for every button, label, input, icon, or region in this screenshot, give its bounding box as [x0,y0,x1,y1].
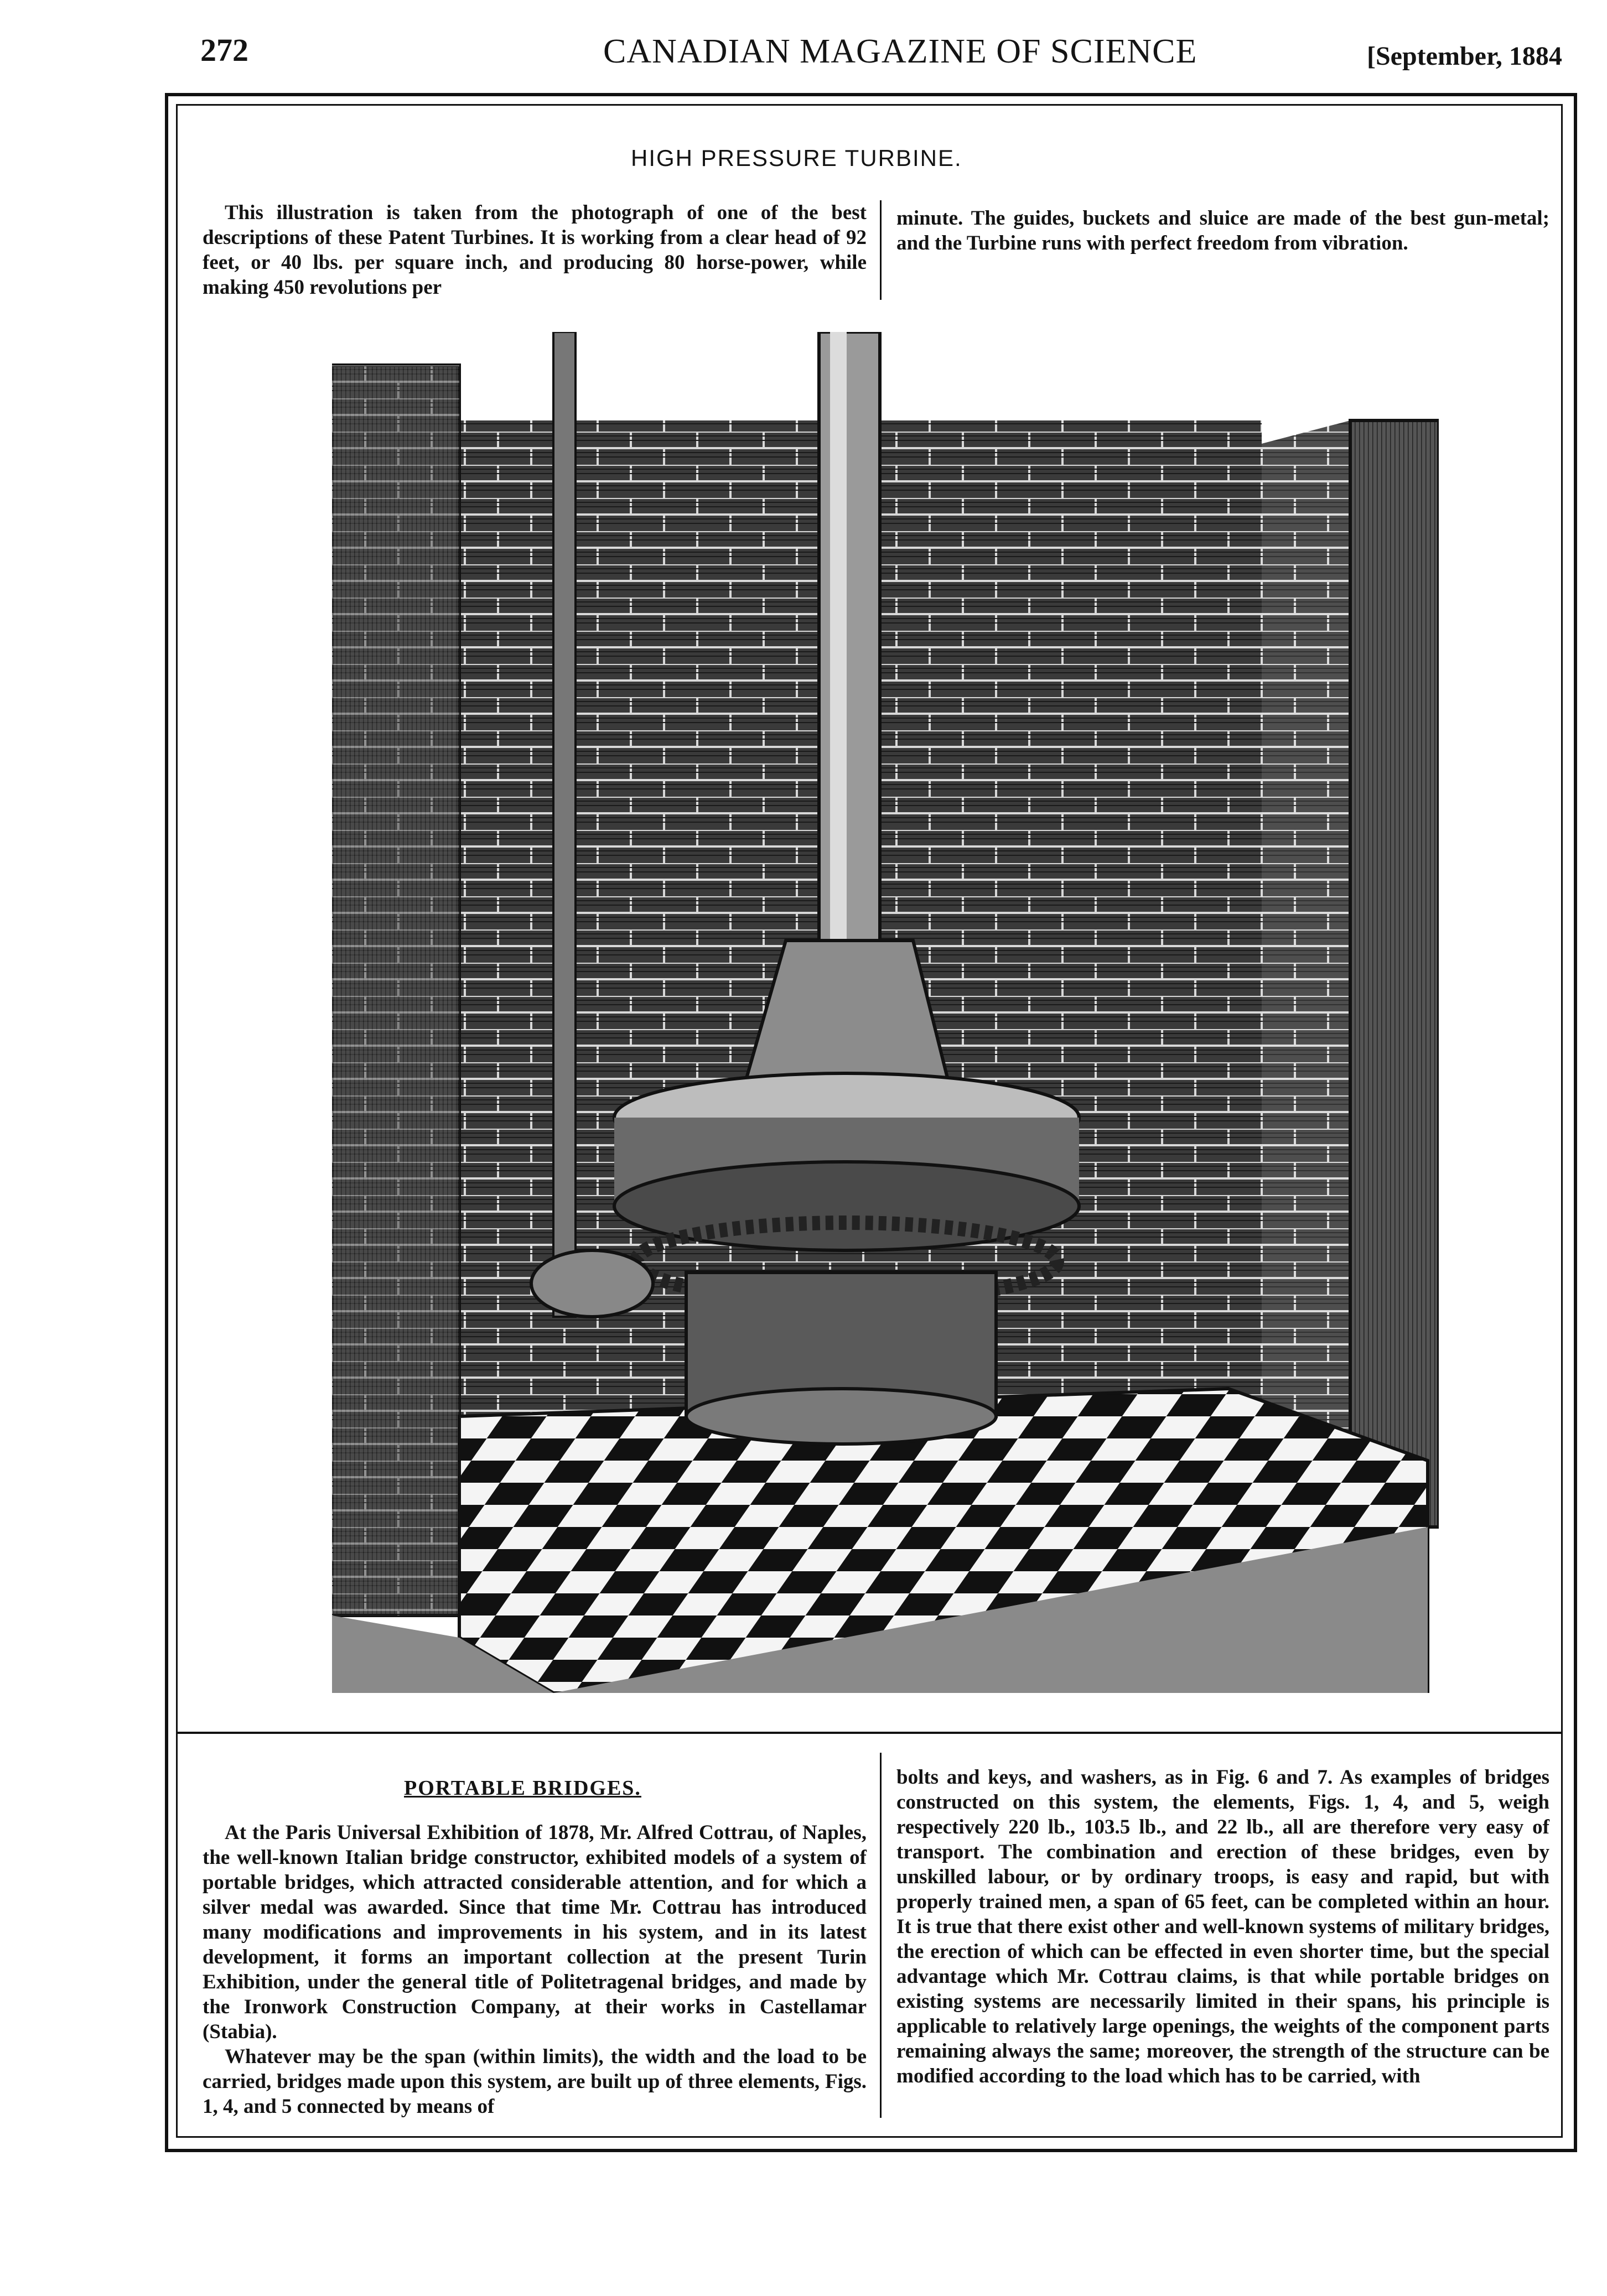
bridges-paragraph-1: At the Paris Universal Exhibition of 1878, Mr. Alfred Cottrau, of Naples, the well-known Italian bridge constructor, exhibited models of a system of portable bridges, which attracted considerable attention, and for which a silver medal was awarded. Since that time Mr. Cottrau has introduced many modifications and improvements in his system, and in its latest development, it forms an important collection at the present Turin Exhibition, under the general title of Politetragenal bridges, and made by the Ironwork Construction Company, at their works in Castellamar (Stabia). [203,1821,867,2043]
bridges-text-left [203,1820,867,2119]
magazine-title: CANADIAN MAGAZINE OF SCIENCE [603,33,1198,70]
bridges-text-right: bolts and keys, and washers, as in Fig. 6 and 7. As examples of bridges constructed on this system, the elements, Figs. 1, 4, and 5, weigh respectively 220 lb., 103.5 lb., and 22 lb., all are therefore very easy of transport. The combination and erection of these bridges, even by unskilled labour, or by ordinary troops, is easy and rapid, but with properly trained men, a span of 65 feet, can be completed within an hour. It is true that there exist other and well-known systems of military bridges, the erection of which can be effected in even shorter time, but the special advantage which Mr. Cottrau claims, is that while portable bridges on existing systems are necessarily limited in their spans, his principle is applicable to relatively large openings, the weights of the component parts remaining always the same; moreover, the strength of the structure can be modified according to the load which has to be carried, with [896,1766,1549,2087]
article-title-bridges: PORTABLE BRIDGES. [404,1776,641,1800]
page-number: 272 [200,32,248,68]
section-divider [176,1732,1563,1734]
column-divider [880,1753,882,2118]
article-title-turbine: HIGH PRESSURE TURBINE. [631,145,962,171]
issue-date: [September, 1884 [1367,41,1562,71]
turbine-illustration [332,332,1439,1693]
column-divider [880,200,882,300]
turbine-text-left: This illustration is taken from the photograph of one of the best descriptions of these Patent Turbines. It is working from a clear head of 92 feet, or 40 lbs. per square inch, and producing 80 horse-power, while making 450 revolutions per [203,201,867,299]
turbine-text-right: minute. The guides, buckets and sluice are made of the best gun-metal; and the Turbine runs with perfect freedom from vibration. [896,207,1549,254]
bridges-paragraph-2: Whatever may be the span (within limits), the width and the load to be carried, bridges made upon this system, are built up of three elements, Figs. 1, 4, and 5 connected by means of [203,2045,867,2118]
